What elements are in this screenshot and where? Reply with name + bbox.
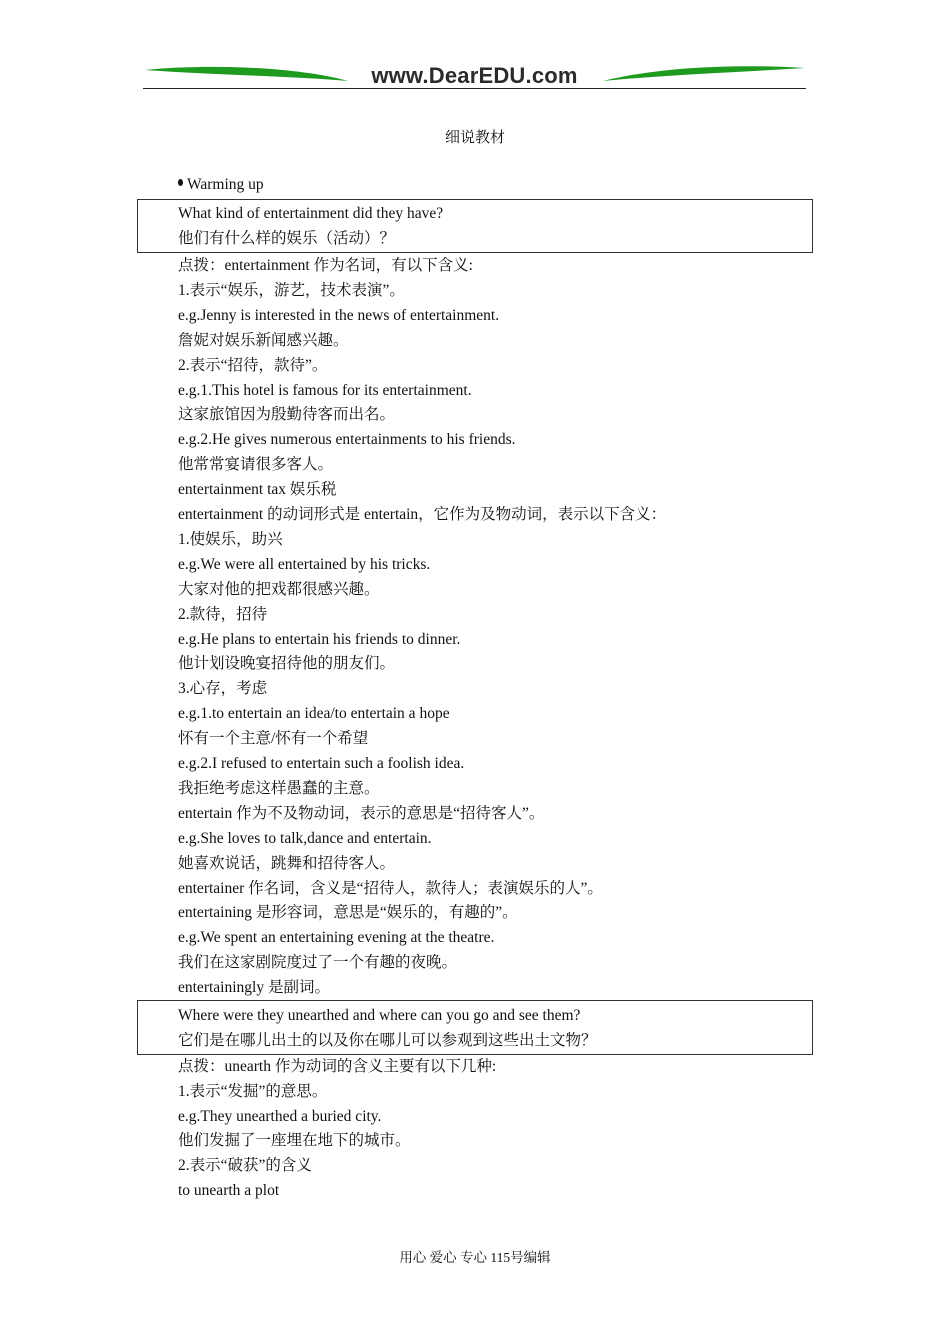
text-line: 1.表示“发掘”的意思。 <box>178 1082 328 1100</box>
bullet-icon <box>178 179 183 186</box>
section-heading <box>178 176 264 194</box>
text-line: e.g.2.I refused to entertain such a foolish idea. <box>178 755 465 772</box>
text-line: entertainment 的动词形式是 entertain，它作为及物动词，表示以下含义： <box>178 506 667 523</box>
text-line: 2.表示“招待，款待”。 <box>178 356 328 374</box>
text-line: e.g.We were all entertained by his tricks. <box>178 555 431 573</box>
text-line: 3.心存，考虑 <box>178 680 268 698</box>
question-box-2 <box>137 1000 813 1055</box>
text-line: e.g.She loves to talk,dance and entertain. <box>178 829 432 847</box>
text-line: 2.款待，招待 <box>178 605 268 623</box>
text-line: 他常常宴请很多客人。 <box>178 456 334 474</box>
question-1-chinese: 他们有什么样的娱乐（活动）？ <box>178 230 396 247</box>
text-line: 这家旅馆因为殷勤待客而出名。 <box>178 406 396 424</box>
page-header <box>143 62 806 92</box>
question-2-chinese: 它们是在哪儿出土的以及你在哪儿可以参观到这些出土文物？ <box>178 1032 597 1049</box>
text-line: entertain 作为不及物动词，表示的意思是“招待客人”。 <box>178 804 545 822</box>
text-line: entertainment tax 娱乐税 <box>178 481 337 499</box>
text-line: 她喜欢说话，跳舞和招待客人。 <box>178 854 396 872</box>
text-line: to unearth a plot <box>178 1182 280 1199</box>
page-title: 细说教材 <box>444 130 505 146</box>
text-line: e.g.He plans to entertain his friends to dinner. <box>178 630 461 648</box>
text-line: entertainer 作名词，含义是“招待人，款待人；表演娱乐的人”。 <box>178 879 603 897</box>
section-heading-text: Warming up <box>187 176 264 193</box>
text-line: 他计划设晚宴招待他的朋友们。 <box>178 655 396 673</box>
text-line: entertainingly 是副词。 <box>178 979 330 997</box>
site-logo[interactable]: www.DearEDU.com <box>371 63 578 88</box>
text-line: 2.表示“破获”的含义 <box>178 1157 312 1175</box>
text-line: 大家对他的把戏都很感兴趣。 <box>178 580 380 598</box>
header-rule <box>143 88 806 89</box>
text-line: 点拨：unearth 作为动词的含义主要有以下几种: <box>178 1058 497 1075</box>
text-line: e.g.Jenny is interested in the news of entertainment. <box>178 306 500 324</box>
page-footer: 用心 爱心 专心 115号编辑 <box>399 1250 551 1265</box>
text-line: e.g.They unearthed a buried city. <box>178 1107 382 1125</box>
text-line: e.g.We spent an entertaining evening at the theatre. <box>178 929 495 947</box>
text-line: 我们在这家剧院度过了一个有趣的夜晚。 <box>178 954 458 972</box>
text-line: e.g.1.to entertain an idea/to entertain a hope <box>178 705 450 723</box>
text-line: e.g.2.He gives numerous entertainments to his friends. <box>178 431 516 449</box>
text-line: 1.表示“娱乐，游艺，技术表演”。 <box>178 281 405 299</box>
text-line: 1.使娱乐，助兴 <box>178 530 283 548</box>
text-line: 我拒绝考虑这样愚蠢的主意。 <box>178 779 380 797</box>
question-2-english: Where were they unearthed and where can you go and see them? <box>178 1007 581 1024</box>
text-line: 怀有一个主意/怀有一个希望 <box>178 730 369 748</box>
text-line: 他们发掘了一座埋在地下的城市。 <box>178 1132 411 1150</box>
question-box-1 <box>137 199 813 253</box>
text-line: entertaining 是形容词，意思是“娱乐的，有趣的”。 <box>178 904 518 922</box>
text-line: e.g.1.This hotel is famous for its entertainment. <box>178 381 472 399</box>
question-1-english: What kind of entertainment did they have? <box>178 205 444 222</box>
text-line: 点拨：entertainment 作为名词，有以下含义: <box>178 257 473 274</box>
text-line: 詹妮对娱乐新闻感兴趣。 <box>178 331 349 349</box>
